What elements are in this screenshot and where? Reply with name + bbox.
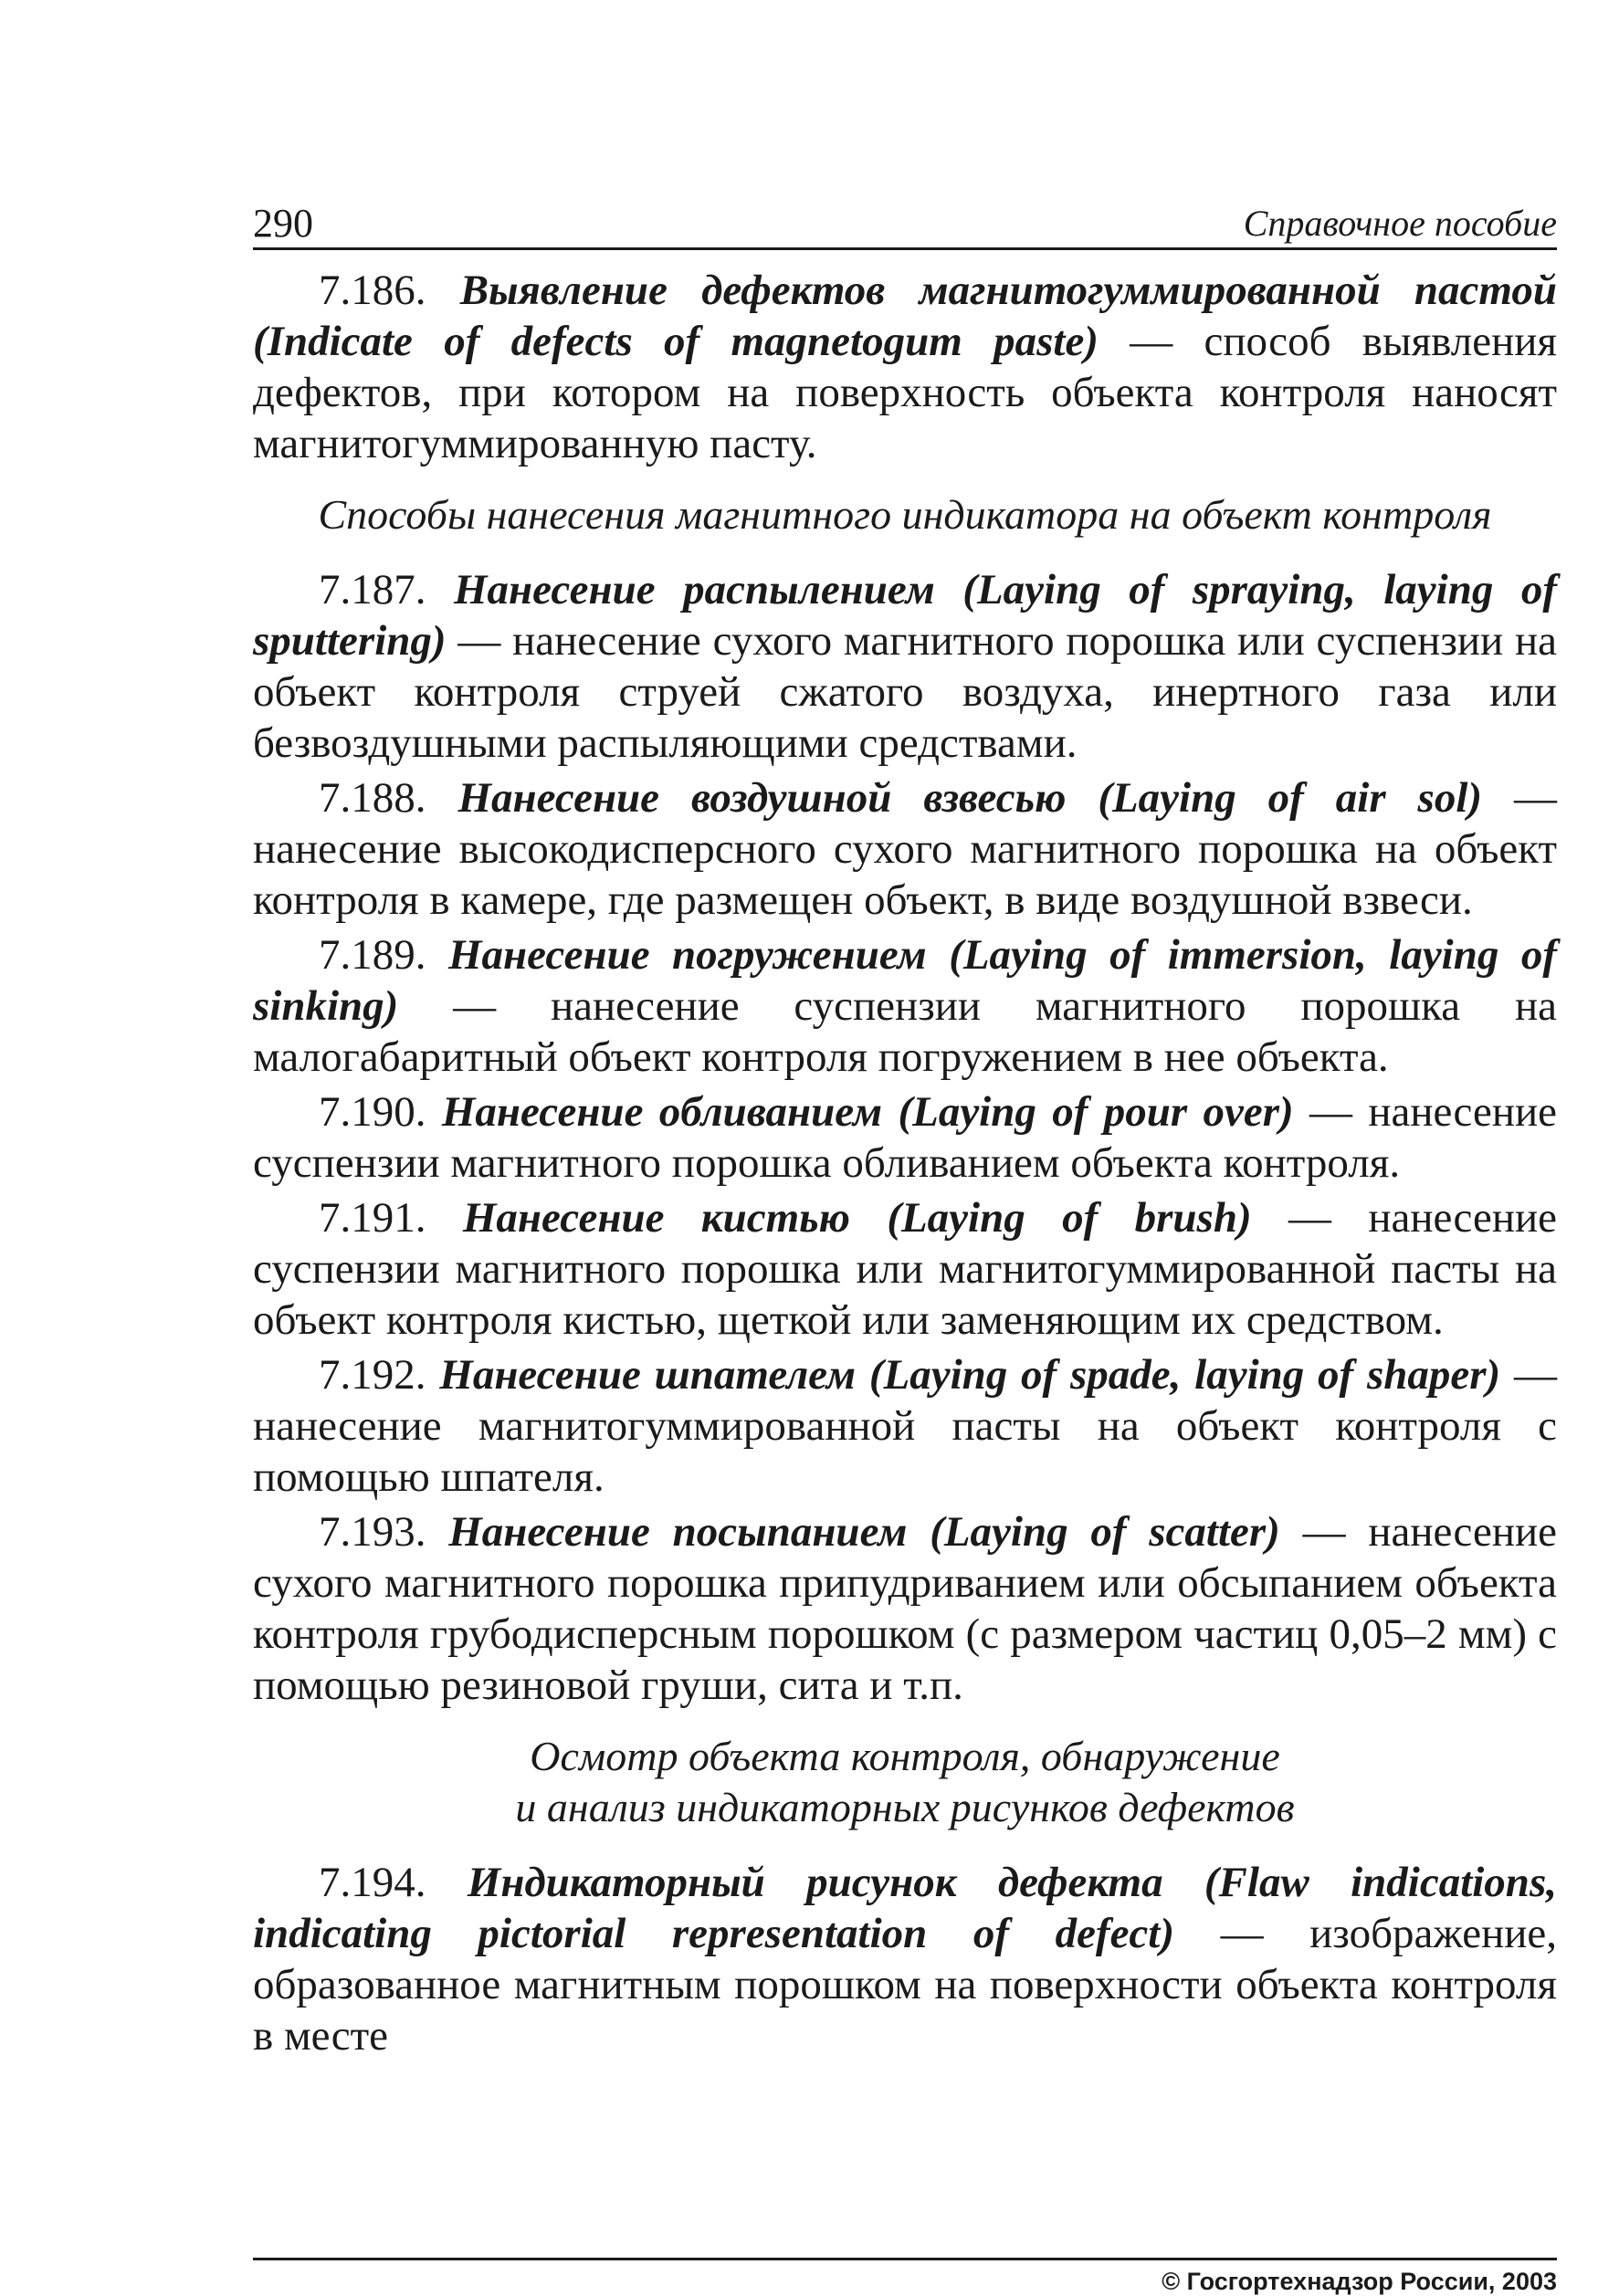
- entry-definition: — способ выявления дефектов, при котором на поверхность объекта контроля наносят магнитогуммированную пасту.: [253, 318, 1557, 467]
- section-heading-line-1: Осмотр объекта контроля, обнаружение: [530, 1733, 1280, 1779]
- entry-7-194: [253, 1857, 1557, 2061]
- entry-term: Выявление дефектов магнитогуммированной пастой (Indicate of defects of magnetogum paste): [253, 267, 1557, 365]
- entry-number: 7.189.: [319, 931, 426, 979]
- page-number: 290: [253, 201, 313, 246]
- entry-definition: — нанесение суспензии магнитного порошка или магнитогуммированной пасты на объект контроля кистью, щеткой или заменяющим их средством.: [253, 1194, 1557, 1344]
- entry-term: Индикаторный рисунок дефекта (Flaw indications, indicating pictorial representation of defect): [253, 1859, 1557, 1957]
- page-content: [253, 265, 1557, 2061]
- section-heading-text: Способы нанесения магнитного индикатора на объект контроля: [318, 491, 1492, 538]
- section-heading-application: [253, 489, 1557, 540]
- entry-definition: — нанесение суспензии магнитного порошка обливанием объекта контроля.: [253, 1088, 1557, 1187]
- entry-term: Нанесение погружением (Laying of immersion, laying of sinking): [253, 931, 1557, 1030]
- entry-number: 7.190.: [319, 1088, 426, 1136]
- entry-term: Нанесение посыпанием (Laying of scatter): [448, 1508, 1280, 1556]
- entry-term: Нанесение шпателем (Laying of spade, laying of shaper): [439, 1351, 1501, 1399]
- entry-term: Нанесение распылением (Laying of spraying, laying of sputtering): [253, 566, 1558, 665]
- entry-7-193: [253, 1506, 1557, 1711]
- entry-7-190: [253, 1086, 1557, 1189]
- entry-7-191: [253, 1192, 1557, 1346]
- entry-number: 7.187.: [319, 566, 426, 613]
- entry-term: Нанесение обливанием (Laying of pour over): [441, 1088, 1294, 1136]
- entry-7-192: [253, 1349, 1557, 1503]
- entry-definition: — нанесение сухого магнитного порошка или суспензии на объект контроля струей сжатого воздуха, инертного газа или безвоздушными распыляющими средствами.: [253, 617, 1557, 767]
- page-header: [253, 196, 1557, 250]
- copyright-notice: © Госгортехнадзор России, 2003: [1162, 2268, 1557, 2295]
- entry-definition: — нанесение сухого магнитного порошка припудриванием или обсыпанием объекта контроля грубодисперсным порошком (с размером частиц 0,05–2 мм) с помощью резиновой груши, сита и т.п.: [253, 1508, 1557, 1709]
- entry-number: 7.188.: [319, 774, 426, 822]
- entry-term: Нанесение воздушной взвесью (Laying of air sol): [457, 774, 1483, 822]
- page-footer: [253, 2258, 1557, 2296]
- entry-7-189: [253, 929, 1557, 1083]
- entry-number: 7.194.: [319, 1859, 426, 1906]
- entry-number: 7.192.: [319, 1351, 426, 1399]
- section-heading-line-2: и анализ индикаторных рисунков дефектов: [515, 1784, 1295, 1830]
- section-heading-inspection: [253, 1731, 1557, 1833]
- entry-7-187: [253, 564, 1557, 769]
- entry-term: Нанесение кистью (Laying of brush): [462, 1194, 1252, 1242]
- running-title: Справочное пособие: [1243, 203, 1557, 244]
- book-page: [253, 196, 1558, 2295]
- footer-rule: [253, 2258, 1557, 2260]
- entry-number: 7.191.: [319, 1194, 426, 1242]
- entry-7-188: [253, 772, 1557, 926]
- entry-number: 7.193.: [319, 1508, 426, 1556]
- entry-definition: — нанесение магнитогуммированной пасты на объект контроля с помощью шпателя.: [253, 1351, 1557, 1501]
- entry-number: 7.186.: [319, 267, 426, 314]
- entry-definition: — нанесение суспензии магнитного порошка на малогабаритный объект контроля погружением в нее объекта.: [253, 982, 1557, 1081]
- entry-definition: — нанесение высокодисперсного сухого магнитного порошка на объект контроля в камере, где размещен объект, в виде воздушной взвеси.: [253, 774, 1558, 924]
- entry-definition: — изображение, образованное магнитным порошком на поверхности объекта контроля в месте: [253, 1910, 1557, 2060]
- entry-7-186: [253, 265, 1557, 469]
